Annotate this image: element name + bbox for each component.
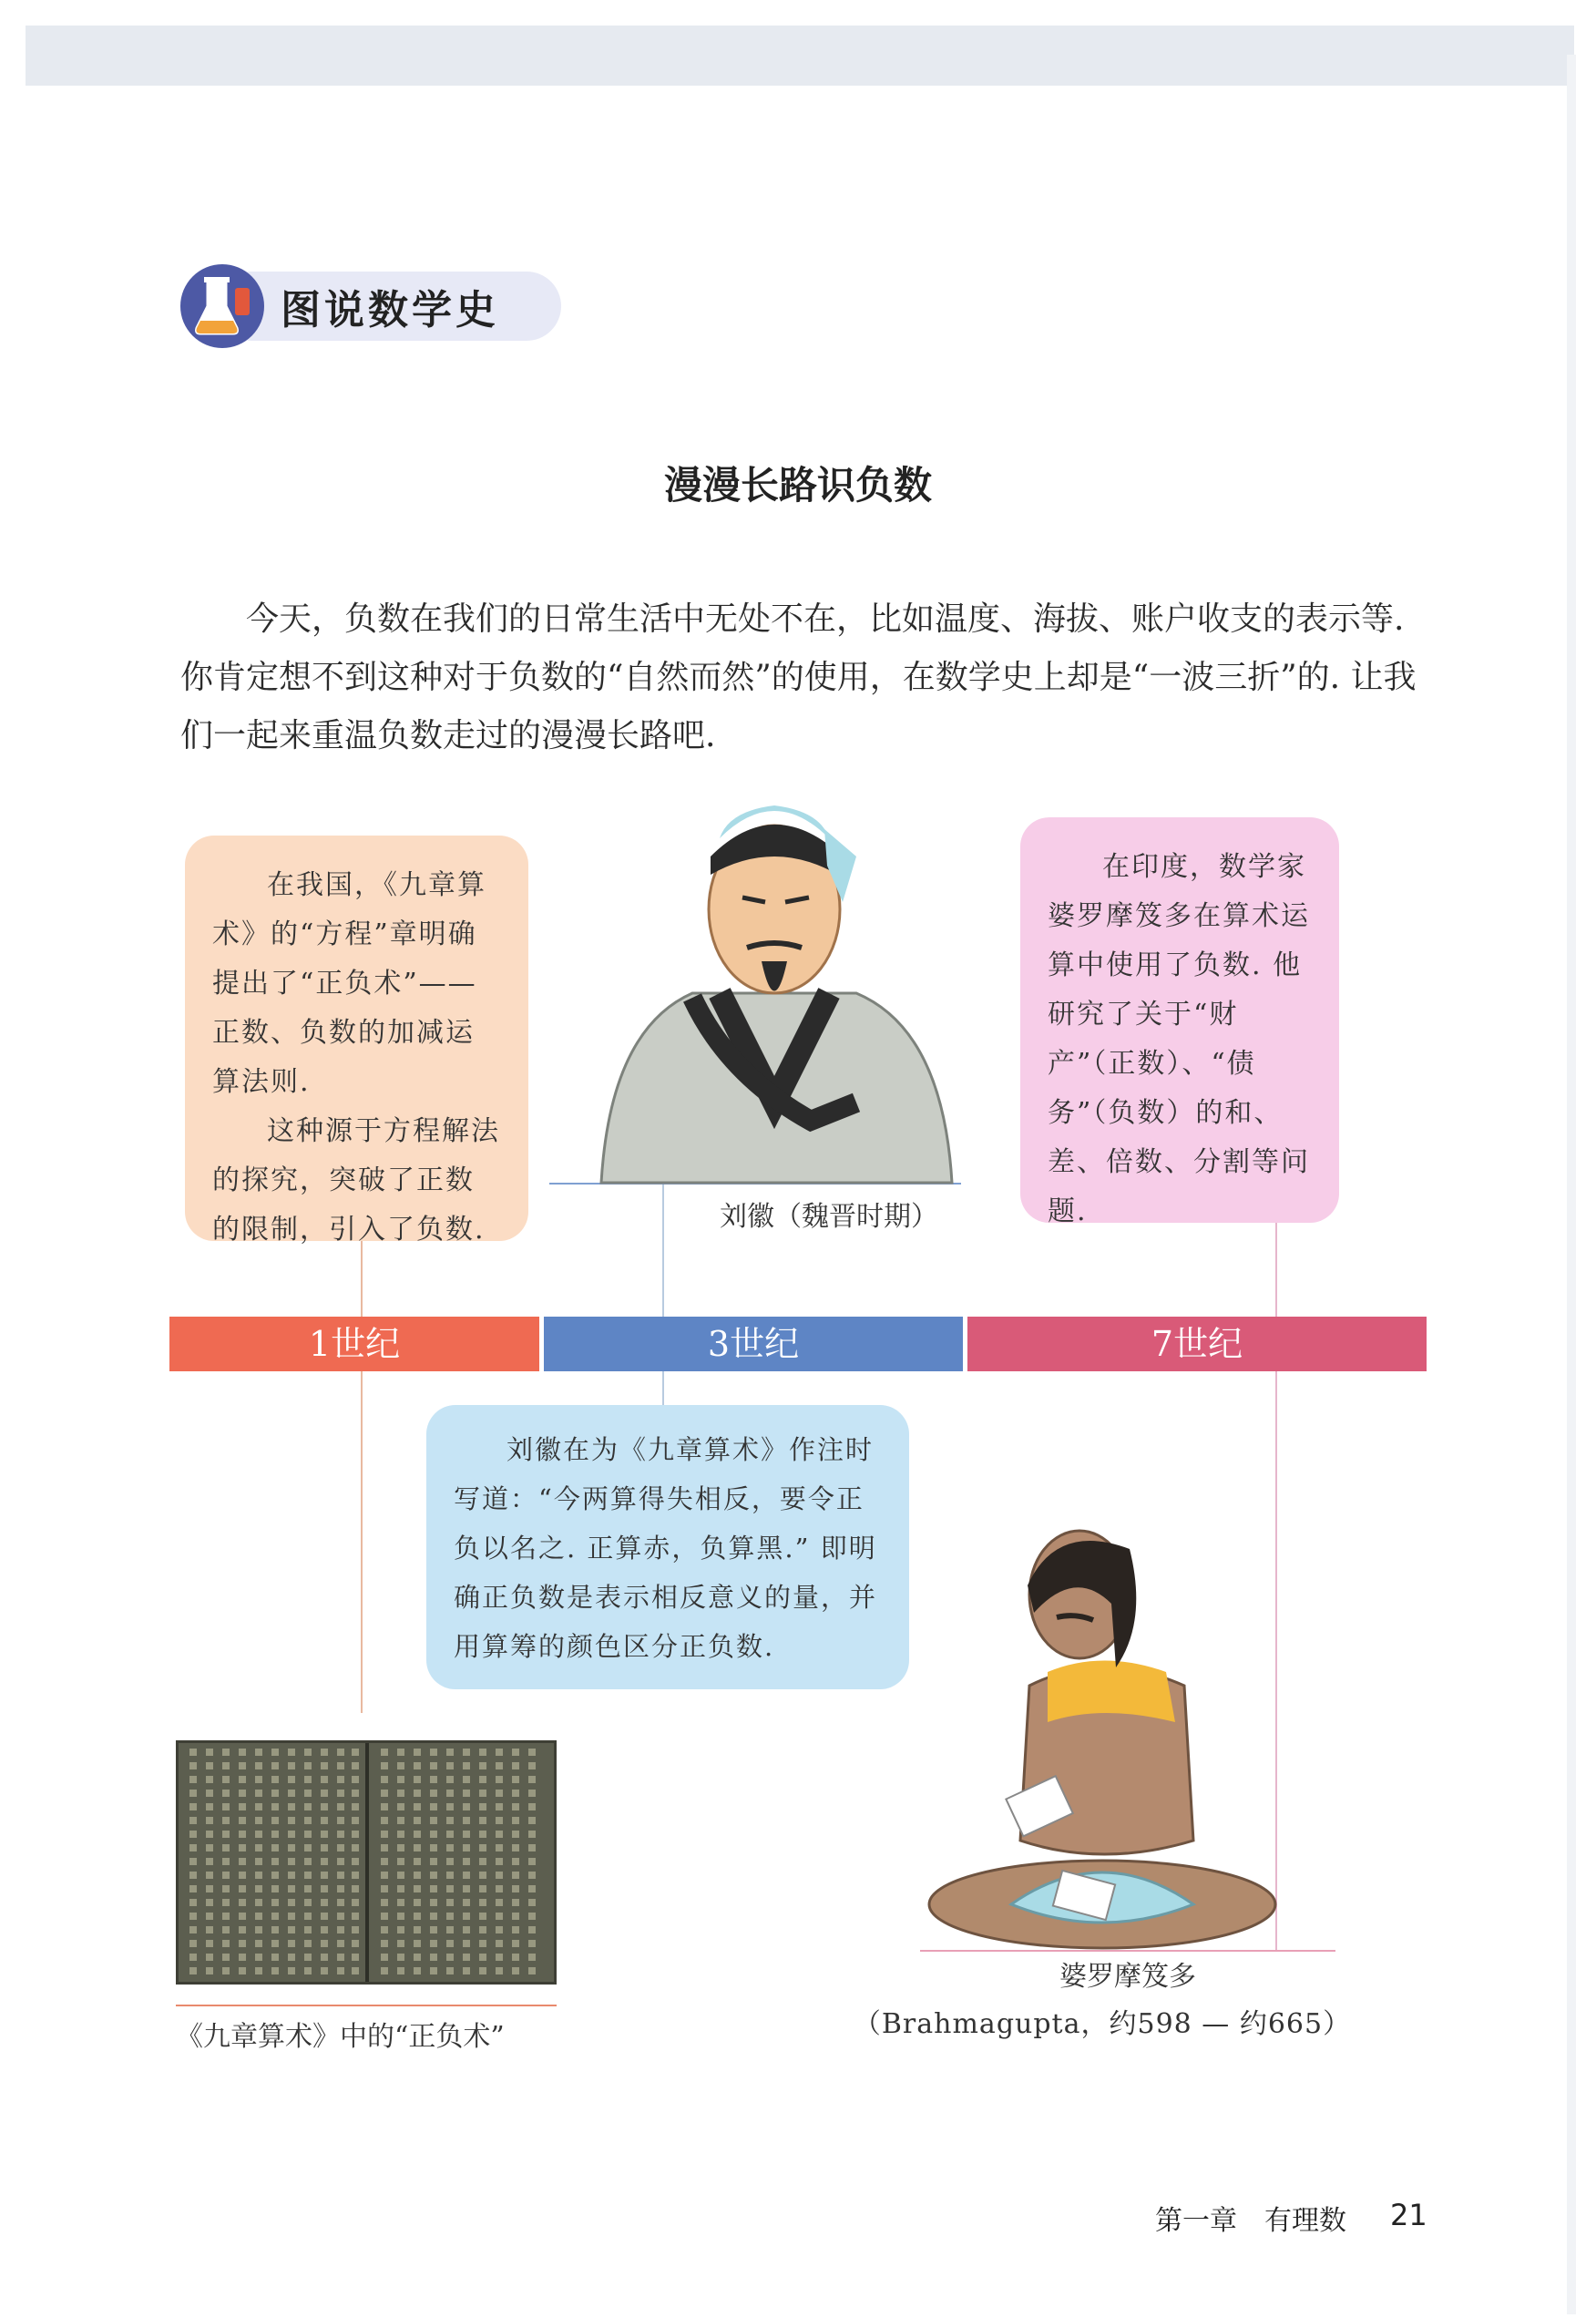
- box-1c-para-2: 这种源于方程解法的探究，突破了正数的限制，引入了负数.: [212, 1115, 500, 1246]
- timeline-segment-7th-century: 7世纪: [967, 1317, 1427, 1371]
- box-1c-para-1: 在我国，《九章算术》的“方程”章明确提出了“正负术”——正数、负数的加减运算法则.: [212, 869, 486, 1098]
- intro-text: 今天，负数在我们的日常生活中无处不在，比如温度、海拔、账户收支的表示等. 你肯定想不到这种对于负数的“自然而然”的使用，在数学史上却是“一波三折”的. 让我们一起来重温负数走过的漫漫长路吧.: [180, 600, 1417, 754]
- timeline-segment-1st-century: 1世纪: [169, 1317, 539, 1371]
- leader-3c-top: [662, 1183, 664, 1317]
- liuhui-caption: 刘徽（魏晋时期）: [720, 1201, 938, 1233]
- box-7c-para-1: 在印度，数学家婆罗摩笈多在算术运算中使用了负数. 他研究了关于“财产”（正数）、“债务”（负数）的和、差、倍数、分割等问题.: [1048, 851, 1310, 1227]
- footer-chapter: 第一章 有理数: [1155, 2205, 1346, 2237]
- article-title: 漫漫长路识负数: [663, 463, 932, 508]
- box-3c-para-1: 刘徽在为《九章算术》作注时写道：“今两算得失相反，要令正负以名之. 正算赤，负算黑.” 即明确正负数是表示相反意义的量，并用算筹的颜色区分正负数.: [454, 1434, 878, 1662]
- leader-7c-top: [1275, 1223, 1277, 1317]
- liuhui-portrait: [583, 802, 966, 1185]
- box-seventh-century: [1020, 817, 1339, 1227]
- brahmagupta-caption-name: 婆罗摩笈多: [1059, 1961, 1196, 1993]
- page-edge: [1567, 55, 1576, 2314]
- timeline-bar: [169, 1317, 1427, 1371]
- box-third-century: [426, 1405, 909, 1689]
- page-number: 21: [1390, 2198, 1427, 2232]
- section-tag: [180, 264, 561, 348]
- leader-3c-bottom: [662, 1371, 664, 1405]
- timeline-segment-3rd-century: 3世纪: [544, 1317, 963, 1371]
- section-title: 图说数学史: [281, 287, 499, 333]
- brahmagupta-caption-detail: （Brahmagupta，约598 — 约665）: [853, 2008, 1352, 2040]
- flask-icon: [180, 264, 264, 348]
- brahmagupta-portrait: [920, 1513, 1284, 1950]
- jiuzhang-suanshu-photo: [176, 1740, 557, 1985]
- brahmagupta-base-rule: [920, 1950, 1335, 1952]
- intro-paragraph: [180, 590, 1437, 765]
- box-first-century: [185, 836, 528, 1246]
- leader-1c-bottom: [361, 1371, 363, 1713]
- page-top-band: [26, 26, 1574, 86]
- book-caption: 《九章算术》中的“正负术”: [176, 2021, 505, 2053]
- book-caption-rule: [176, 2005, 557, 2006]
